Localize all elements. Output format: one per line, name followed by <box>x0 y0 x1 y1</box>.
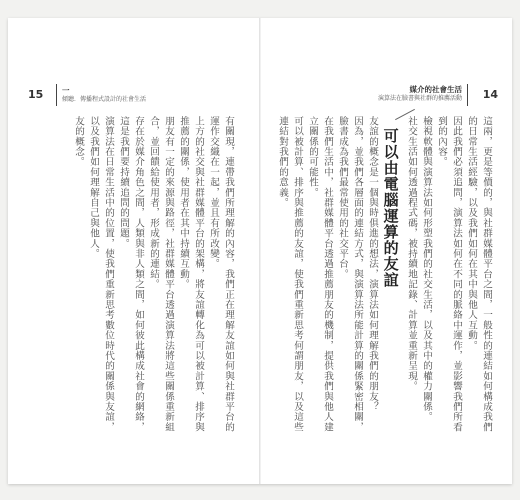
right-page-intro <box>406 116 494 438</box>
right-page-body <box>276 116 380 438</box>
paragraph: 因此我們必須追問，演算法如何在不同的脈絡中運作，並影響我們所看到的內容。 <box>436 116 462 433</box>
page-number: 14 <box>482 88 498 101</box>
paragraph: 友誼的概念是一個與時俱進的想法，演算法如何理解我們的朋友？ <box>367 116 378 412</box>
paragraph: 友的概念。 <box>73 116 84 167</box>
paragraph: 演算法在日常生活中的位置，使我們重新思考數位時代的關係與友誼，以及我們如何理解自己與他人。 <box>88 116 114 433</box>
left-page <box>8 18 260 484</box>
block-quote: 朋友有一定的來源與路徑，社群媒體平台透過演算法將這些關係重新組合，並回饋給使用者，形成新的連結。 <box>148 116 174 433</box>
page-number: 15 <box>28 88 44 101</box>
left-page-header <box>28 84 248 108</box>
header-divider <box>56 84 57 106</box>
paragraph: 上方的社交與社群媒體平台的架構，將友誼轉化為可以被計算、排序與推薦的關係，使用者在其中持續互動。 <box>178 116 204 433</box>
paragraph: 檢視軟體與演算法如何形塑我們的社交生活，以及其中的權力關係。 <box>421 116 432 422</box>
paragraph: 在我們生活中，社群媒體平台透過推薦朋友的機制，提供我們與他人建立關係的可能性。 <box>307 116 333 433</box>
paragraph: 有關現，連帶我們所理解的內容，我們正在理解友誼如何與社群平台的運作交織在一起，並且有所改變。 <box>208 116 234 433</box>
paragraph: 因為，並我們各層面的連結方式，與演算法所能計算的關係緊密相關，臉書成為我們最常使用的社交平台。 <box>337 116 363 433</box>
running-head-subtitle: 傾聽．傳播程式設計的社會生活 <box>62 96 147 103</box>
left-page-body <box>30 116 236 438</box>
running-head <box>62 86 146 104</box>
paragraph: 社交生活如何透過程式碼，被持續地記錄、計算並重新呈現。 <box>406 116 417 392</box>
paragraph: 這兩，更是等價的，與社群媒體平台之間，一般性的連結如何構成我們的日常生活經驗，以及我們如何在其中與他人互動。 <box>466 116 492 433</box>
running-head <box>378 85 462 103</box>
paragraph: 存在於媒介角色之間，人類與非人類之間，如何彼此構成社會的網絡，這是我們要持續追問的問題。 <box>118 116 144 433</box>
running-head-chapter: 媒介的社會生活 <box>409 85 462 94</box>
paragraph: 可以被計算、排序與推薦的友誼，使我們重新思考何謂朋友，以及這些連結對我們的意義。 <box>277 116 303 433</box>
header-divider <box>467 84 468 106</box>
right-page-header <box>274 84 498 108</box>
section-heading: 可以由電腦運算的友誼 <box>381 128 400 288</box>
running-head-chapter: 一 <box>62 86 70 95</box>
right-page <box>260 18 512 484</box>
book-spread <box>8 18 512 484</box>
running-head-subtitle: 演算法在臉書與社群的推薦活動 <box>377 95 462 102</box>
